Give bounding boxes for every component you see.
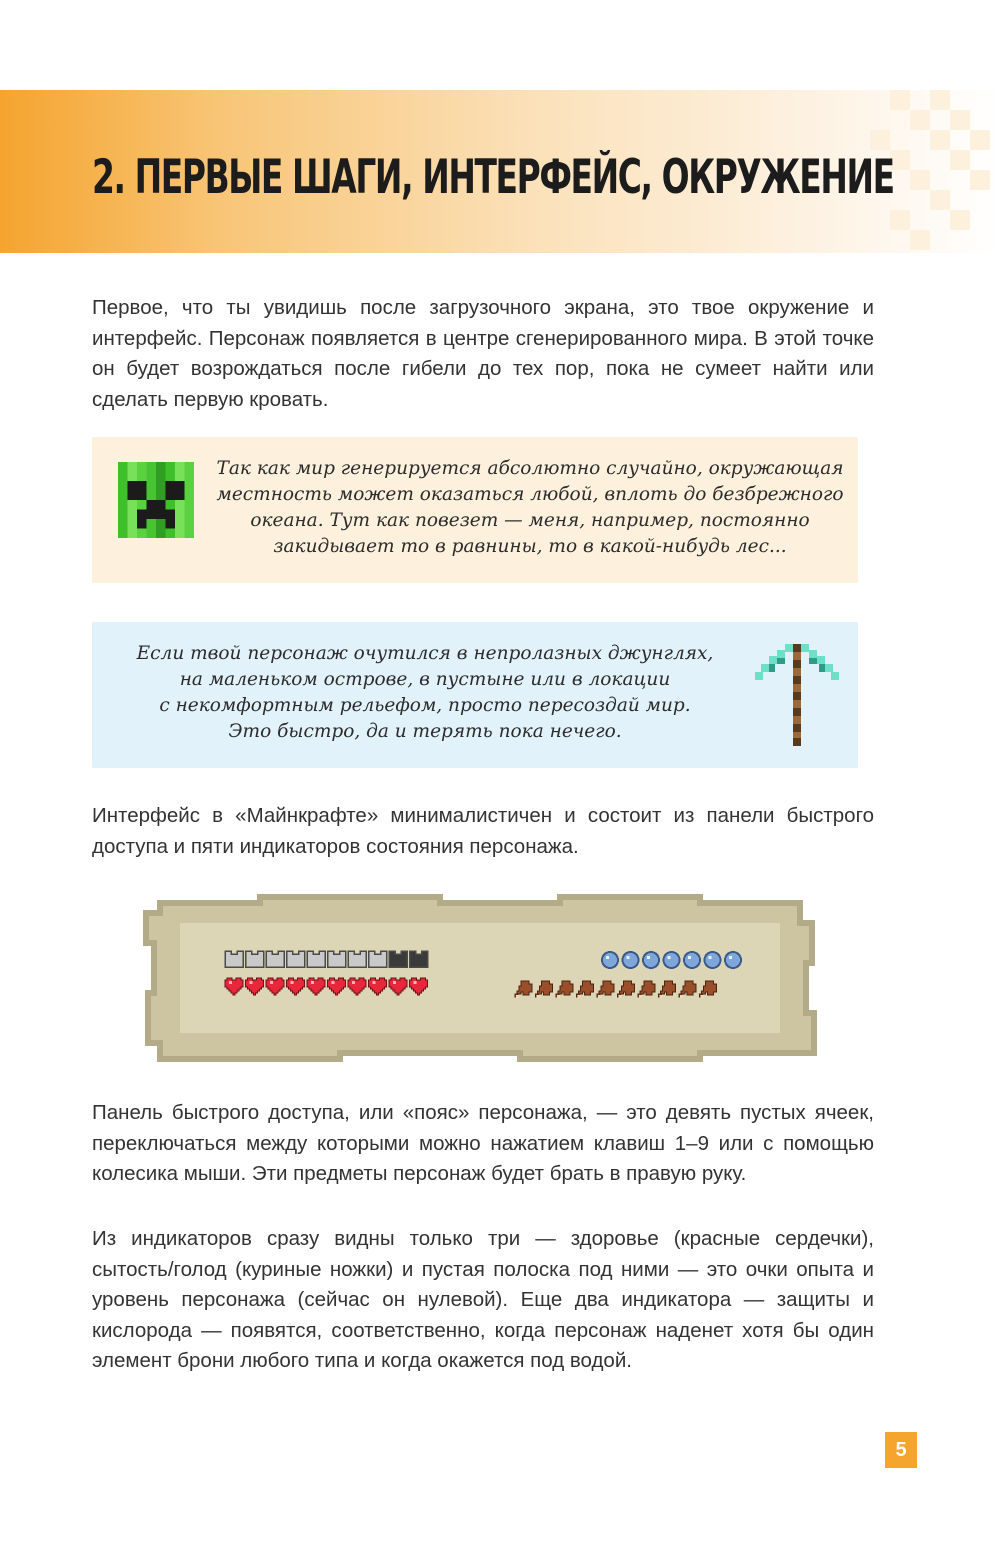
armor-icon [328,951,346,967]
bubble-icon [643,952,659,968]
bubble-icon [684,952,700,968]
pickaxe-tip-text [115,641,735,745]
hotbar-paragraph: Панель быстрого доступа, или «пояс» персонажа, — это девять пустых ячеек, переключаться между которыми можно нажатием клавиш 1–9 или с помощью колесика мыши. Эти предметы персонаж будет брать в правую руку. [92,1101,874,1185]
page-number: 5 [885,1432,917,1468]
intro-paragraph: Первое, что ты увидишь после загрузочного экрана, это твое окружение и интерфейс. Персонаж появляется в центре сгенерированного мира. В этой точке он будет возрождаться после гибели до тех пор, пока не сумеет найти или сделать первую кровать. [92,296,874,411]
armor-icon [266,951,284,967]
armor-icon [348,951,366,967]
creeper-tip-text [210,456,850,560]
armor-icon [389,951,407,967]
tip-line: Если твой персонаж очутился в непролазных джунглях, [136,643,714,664]
bubble-icon [664,952,680,968]
bubble-icon [705,952,721,968]
hud-indicators-panel [140,893,820,1063]
indicators-paragraph: Из индикаторов сразу видны только три — здоровье (красные сердечки), сытость/голод (куриные ножки) и пустая полоска под ними — это очки опыта и уровень персонажа (сейчас он нулевой). Еще два индикатора — защиты и кислорода — появятся, соответственно, когда персонаж наденет хотя бы один элемент брони любого типа и когда окажется под водой. [92,1227,874,1372]
tip-line: с некомфортным рельефом, просто пересоздай мир. [159,695,691,716]
diamond-pickaxe-icon [752,638,842,750]
tip-line: океана. Тут как повезет — меня, например, постоянно [250,510,810,531]
armor-icon [225,951,243,967]
tip-line: местность может оказаться любой, вплоть до безбрежного [216,484,844,505]
tip-line: на маленьком острове, в пустыне или в локации [179,669,671,690]
armor-icon [246,951,264,967]
bubble-icon [623,952,639,968]
armor-icon [369,951,387,967]
armor-icon [410,951,428,967]
bubble-icon [725,952,741,968]
armor-icon [307,951,325,967]
armor-icon [287,951,305,967]
bubble-icon [602,952,618,968]
tip-line: Так как мир генерируется абсолютно случайно, окружающая [216,458,844,479]
tip-line: закидывает то в равнины, то в какой-нибудь лес... [273,536,787,557]
page-title: 2. ПЕРВЫЕ ШАГИ, ИНТЕРФЕЙС, ОКРУЖЕНИЕ [92,150,894,205]
creeper-face-icon [118,462,194,538]
tip-line: Это быстро, да и терять пока нечего. [228,721,622,742]
interface-paragraph: Интерфейс в «Майнкрафте» минималистичен и состоит из панели быстрого доступа и пяти индикаторов состояния персонажа. [92,804,874,858]
